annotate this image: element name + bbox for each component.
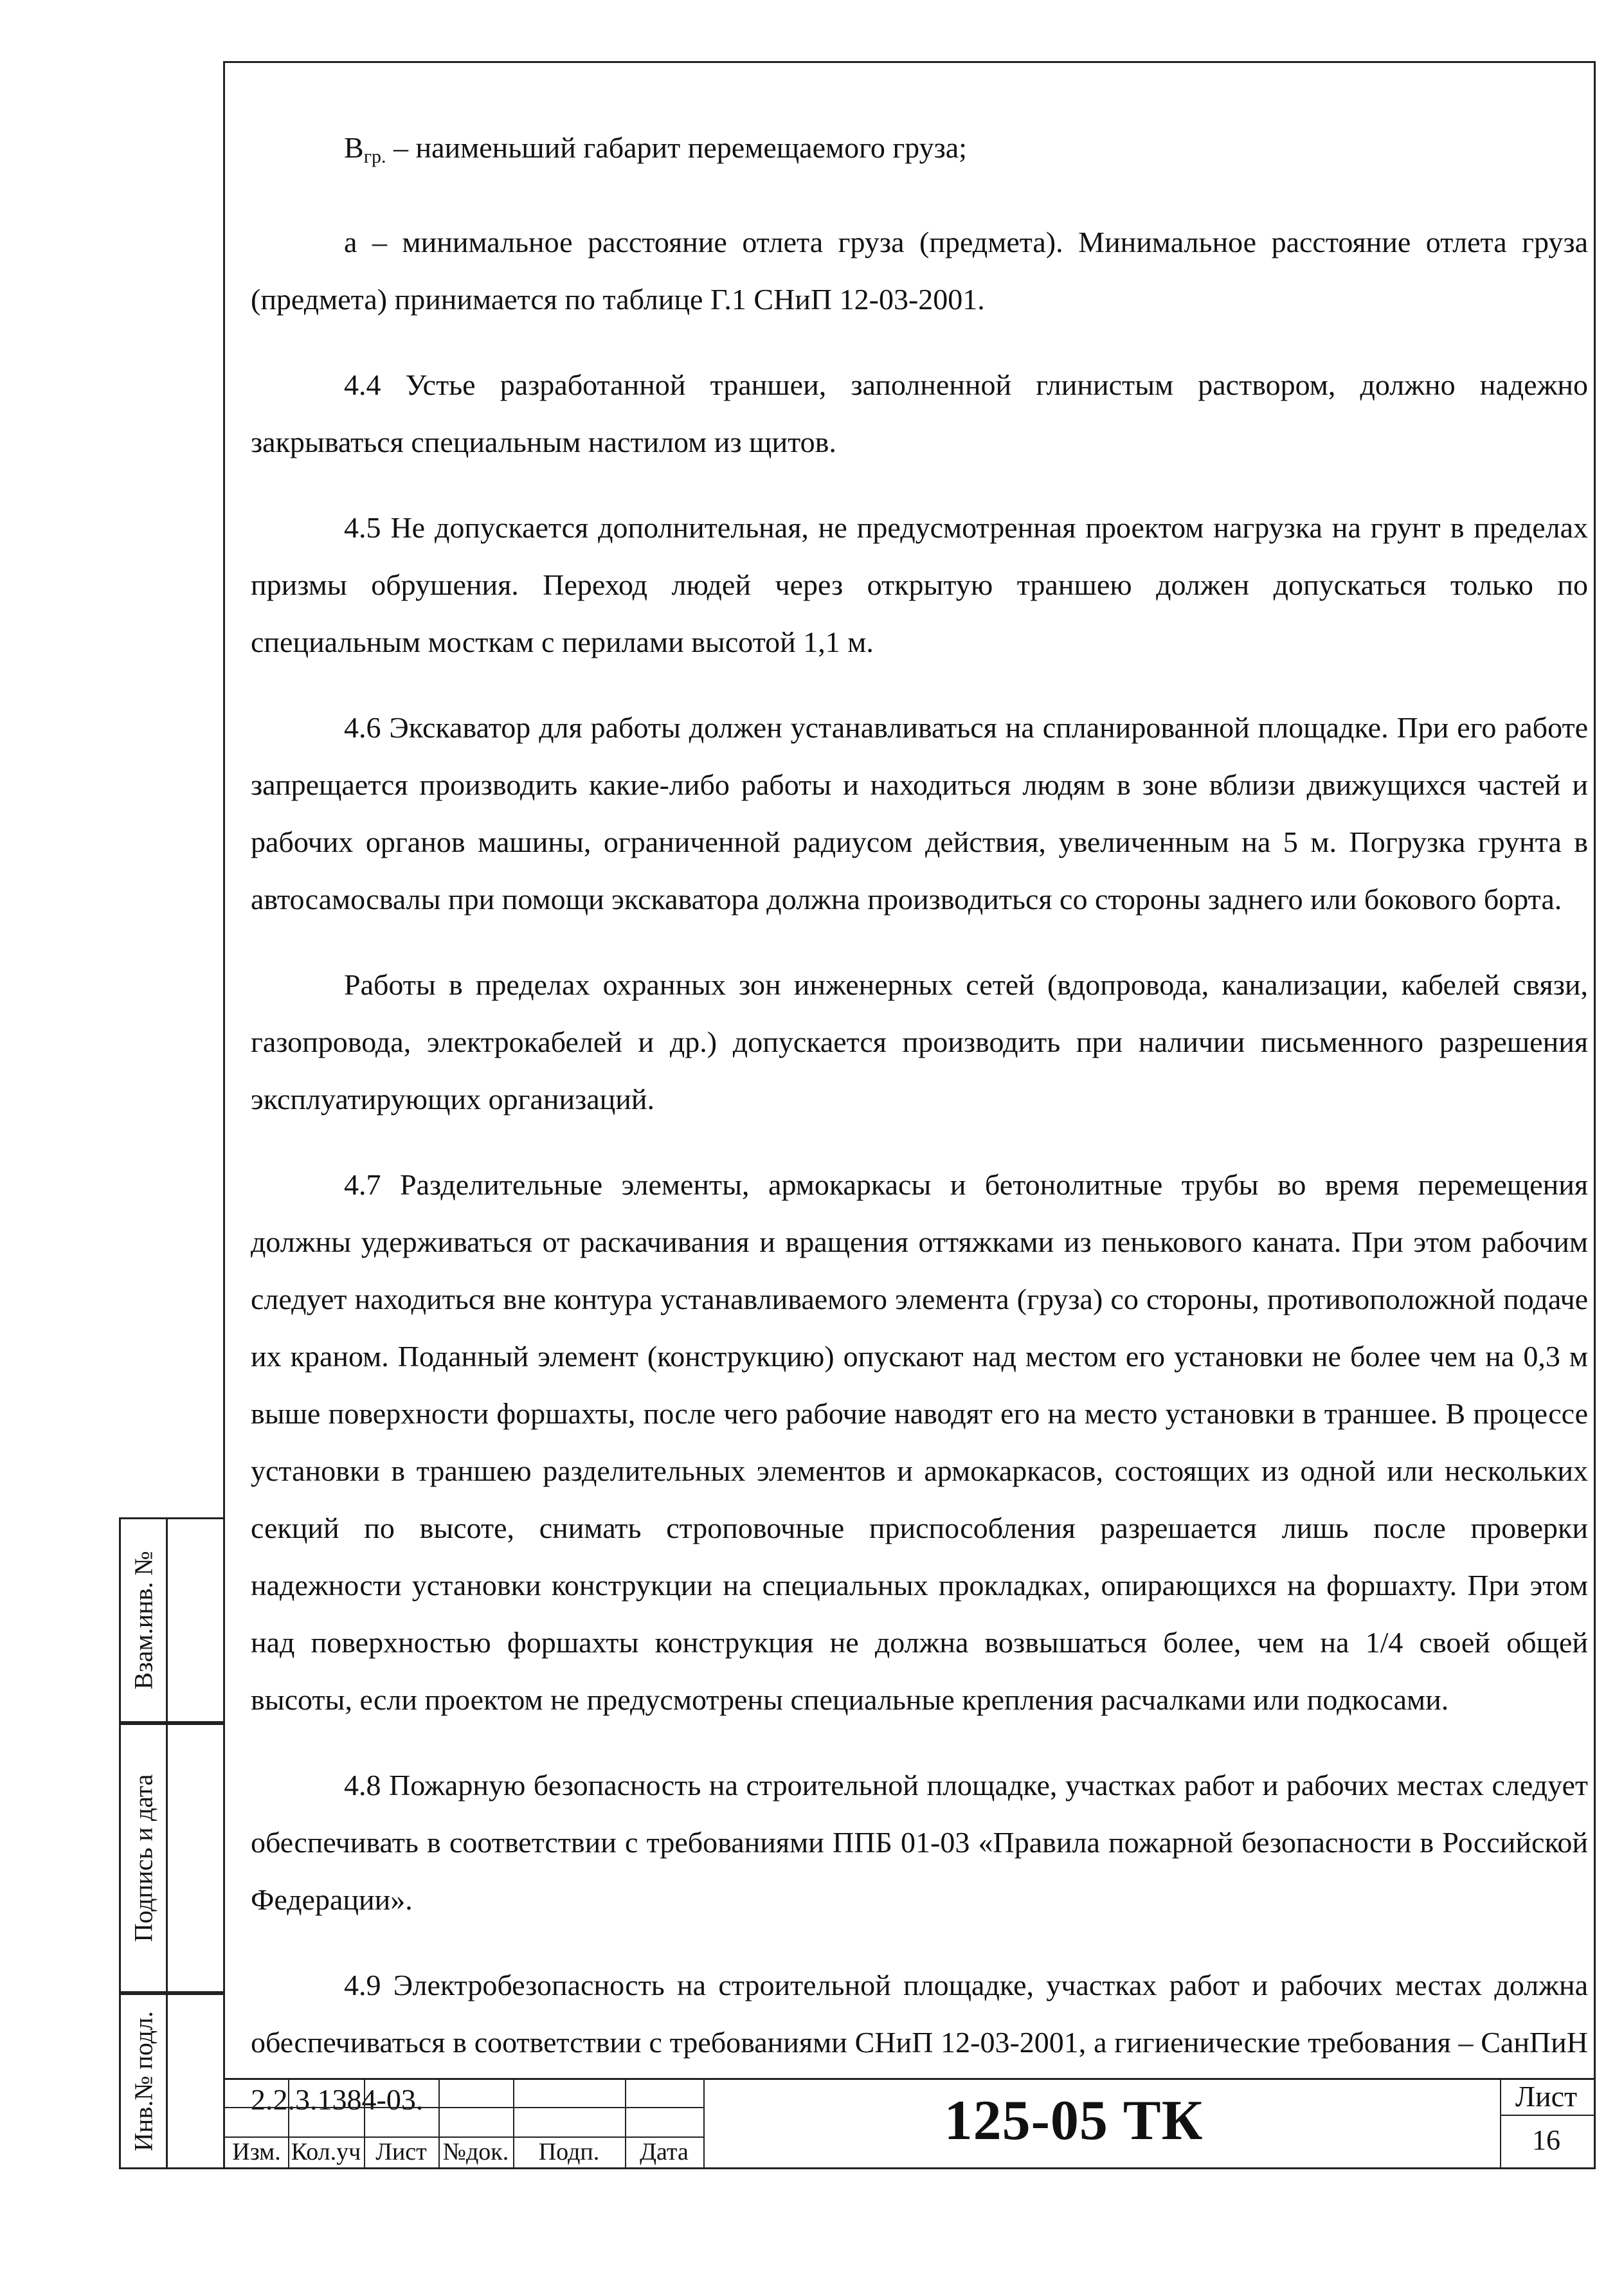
sheet-label: Лист — [1515, 2080, 1578, 2113]
paragraph-4-4: 4.4 Устье разработанной траншеи, заполненной глинистым раствором, должно надежно закрываться специальным настилом из щитов. — [251, 368, 1588, 458]
paragraph-4-7: 4.7 Разделительные элементы, армокаркасы и бетонолитные трубы во время перемещения должны удерживаться от раскачивания и вращения оттяжками из пенькового каната. При этом рабочим следует находиться вне контура устанавливаемого элемента (груза) со стороны, противоположной подаче их краном. Поданный элемент (конструкцию) опускают над местом его установки не более чем на 0,3 м выше поверхности форшахты, после чего рабочие наводят его на место установки в траншее. В процессе установки в траншею разделительных элементов и армокаркасов, состоящих из одной или нескольких секций по высоте, снимать строповочные приспособления разрешается лишь после проверки надежности установки конструкции на специальных прокладках, опирающихся на форшахту. При этом над поверхностью форшахты конструкция не должна возвышаться более, чем на 1/4 своей общей высоты, если проектом не предусмотрены специальные крепления расчалками или подкосами. — [251, 1168, 1588, 1716]
stamp-inv-podl: Инв.№ подл. — [119, 1993, 223, 2169]
sheet-number: 16 — [1532, 2124, 1560, 2156]
paragraph-b-gr: $B_{гр.}$ – наименьший габарит перемещаемого груза; — [344, 131, 967, 167]
document-body — [251, 119, 1588, 2128]
document-code: 125-05 ТК — [944, 2090, 1204, 2152]
paragraph: а – минимальное расстояние отлета груза (предмета). Минимальное расстояние отлета груза (предмета) принимается по таблице Г.1 СНиП 12-03-2001. — [251, 226, 1588, 316]
col-n-dok: №док. — [442, 2138, 509, 2165]
paragraph-4-5: 4.5 Не допускается дополнительная, не предусмотренная проектом нагрузка на грунт в пределах призмы обрушения. Переход людей через открытую траншею должен допускаться только по специальным мосткам с перилами высотой 1,1 м. — [251, 511, 1588, 658]
stamp-vzam-inv: Взам.инв. № — [119, 1517, 223, 1723]
paragraph-4-9: 4.9 Электробезопасность на строительной площадке, участках работ и рабочих местах должна обеспечиваться в соответствии с требованиями СНиП 12-03-2001, а гигиенические требования – СанПиН 2.2.3.1384-03. — [251, 1969, 1588, 2116]
col-data: Дата — [640, 2138, 689, 2165]
col-podp: Подп. — [538, 2138, 600, 2165]
col-kol-uch: Кол.уч — [291, 2138, 361, 2165]
col-list: Лист — [375, 2138, 427, 2165]
col-izm: Изм. — [232, 2138, 281, 2165]
stamp-podpis-data: Подпись и дата — [119, 1723, 223, 1993]
paragraph-4-6: 4.6 Экскаватор для работы должен устанавливаться на спланированной площадке. При его работе запрещается производить какие-либо работы и находиться людям в зоне вблизи движущихся частей и рабочих органов машины, ограниченной радиусом действия, увеличенным на 5 м. Погрузка грунта в автосамосвалы при помощи экскаватора должна производиться со стороны заднего или бокового борта. — [251, 711, 1588, 916]
paragraph-4-8: 4.8 Пожарную безопасность на строительной площадке, участках работ и рабочих местах следует обеспечивать в соответствии с требованиями ППБ 01-03 «Правила пожарной безопасности в Российской Федерации». — [251, 1769, 1588, 1916]
paragraph: Работы в пределах охранных зон инженерных сетей (вдопровода, канализации, кабелей связи, газопровода, электрокабелей и др.) допускается производить при наличии письменного разрешения эксплуатирующих организаций. — [251, 968, 1588, 1115]
